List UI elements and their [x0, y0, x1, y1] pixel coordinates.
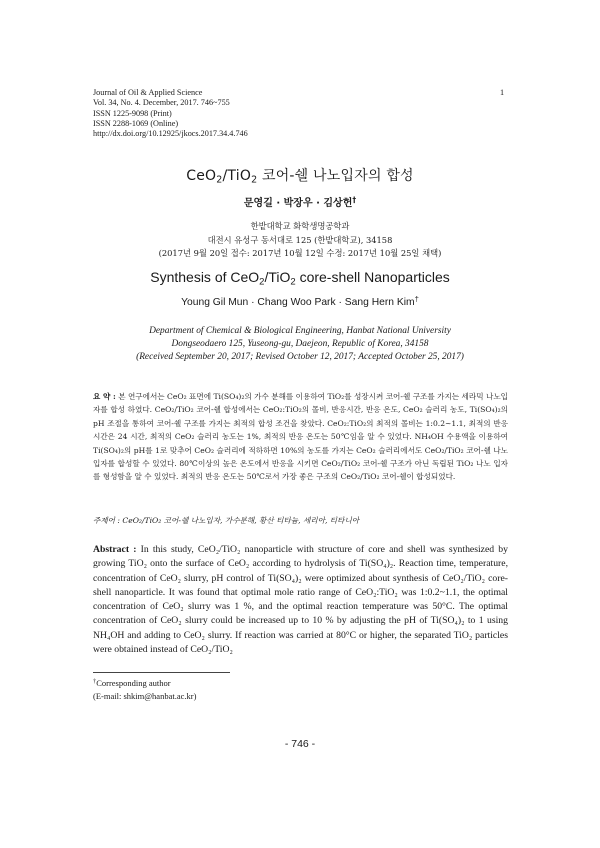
- english-abstract-text: In this study, CeO₂/TiO₂ nanoparticle with structure of core and shell was synthesized by growing TiO₂ onto the surface of CeO₂ according to hydrolysis of Ti(SO₄)₂. Reaction time, temperature, concentration of CeO₂ slurry, pH control of Ti(SO₄)₂ were optimized about synthesis of CeO₂/TiO₂ core-shell nanoparticle. It was found that optimal mole ratio range of CeO₂:TiO₂ was 1:0.2~1.1, the optimal concentration of CeO₂ slurry was 1 %, and the optimal reaction temperature was 50°C. The optimal concentration of CeO₂ slurry could be increased up to 10 % by adjusting the pH of Ti(SO₄)₂ to 1 using NH₄OH and adding to CeO₂ slurry. If reaction was carried at 80°C or higher, the separated TiO₂ particles were obtained instead of CeO₂/TiO₂: [93, 544, 508, 656]
- journal-volume: Vol. 34, No. 4. December, 2017. 746~755: [93, 98, 230, 108]
- header-page-number: 1: [500, 88, 505, 97]
- english-affiliation: Department of Chemical & Biological Engineering, Hanbat National University Dongseodaero 125, Yuseong-gu, Daejeon, Republic of Korea, 34158 (Received September 20, 2017; Revised October 12, 2017; Accepted October 25, 2017): [136, 326, 464, 362]
- korean-affiliation: 한밭대학교 화학생명공학과 대전시 유성구 동서대로 125 (한밭대학교), 34158 (2017년 9월 20일 접수: 2017년 10월 12일 수정: 2017년 10월 25일 채택): [158, 221, 442, 258]
- issn-print: ISSN 1225-9098 (Print): [93, 108, 172, 118]
- english-title: Synthesis of CeO$_2$/TiO$_2$ core-shell Nanoparticles: [150, 269, 450, 288]
- journal-header: [93, 88, 523, 139]
- issn-online: ISSN 2288-1069 (Online): [93, 118, 179, 128]
- footnote: [93, 677, 196, 703]
- corresponding-dagger: †: [414, 294, 419, 304]
- korean-authors: 문영길 · 박장우 · 김상헌†: [243, 195, 357, 209]
- footnote-divider: [93, 672, 230, 673]
- english-authors: Young Gil Mun · Chang Woo Park · Sang Hern Kim†: [181, 294, 419, 308]
- english-abstract-label: Abstract :: [93, 544, 137, 555]
- korean-keywords: 주제어 : CeO₂/TiO₂ 코어-쉘 나노입자, 가수분해, 황산 티타늄, 세리아, 티타니아: [93, 516, 360, 525]
- corresponding-email[interactable]: (E-mail: shkim@hanbat.ac.kr): [93, 691, 197, 701]
- korean-abstract: [93, 390, 508, 484]
- footnote-dagger: †: [93, 678, 97, 686]
- korean-title: CeO$_2$/TiO$_2$ 코어-쉘 나노입자의 합성: [186, 168, 414, 186]
- footnote-label: Corresponding author: [96, 678, 171, 688]
- footer-page-number: - 746 -: [284, 738, 316, 750]
- doi-link[interactable]: http://dx.doi.org/10.12925/jkocs.2017.34.4.746: [93, 129, 248, 139]
- korean-abstract-label: 요 약 :: [93, 392, 116, 401]
- journal-name: Journal of Oil & Applied Science: [93, 88, 203, 97]
- korean-abstract-text: 본 연구에서는 CeO₂ 표면에 Ti(SO₄)₂의 가수 분해를 이용하여 TiO₂를 성장시켜 코어-쉘 구조를 가지는 세라믹 나노입자를 합성 하였다. CeO₂/TiO₂ 코어-쉘 합성에서는 CeO₂:TiO₂의 몰비, 반응시간, 반응 온도, CeO₂ 슬러리 농도, Ti(SO₄)₂의 pH 조절을 통하여 코어-쉘 구조를 가지는 최적의 합성 조건을 찾았다. CeO₂:TiO₂의 최적의 몰비는 1:0.2~1.1, 최적의 반응 시간은 24 시간, 최적의 CeO₂ 슬러리 농도는 1%, 최적의 반응 온도는 50℃임을 알 수 있었다. NH₄OH 수용액을 이용하여 Ti(SO₄)₂의 pH를 1로 맞추어 CeO₂ 슬러리에 적하하면 10%의 농도를 가지는 CeO₂ 슬러리에서도 CeO₂/TiO₂ 코어-쉘 나노 입자를 합성할 수 있었다. 80℃이상의 높은 온도에서 반응을 시키면 CeO₂/TiO₂ 코어-쉘 구조가 아닌 독립된 TiO₂ 나노 입자를 형성함을 알 수 있었다. 최적의 반응 온도는 50℃로서 가장 좋은 구조의 CeO₂/TiO₂ 코어-쉘이 합성되었다.: [93, 392, 508, 482]
- corresponding-dagger: †: [352, 195, 357, 205]
- english-abstract: [93, 543, 508, 657]
